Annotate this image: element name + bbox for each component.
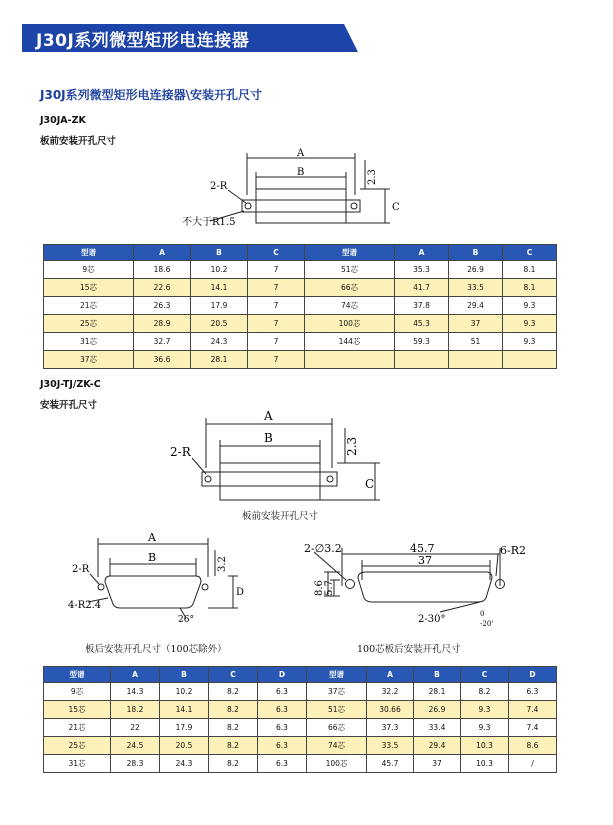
table-cell: 20.5 [191, 315, 248, 333]
table-cell [305, 351, 395, 369]
angle-label: 26° [178, 615, 194, 624]
table-row [44, 719, 557, 737]
table-cell: 28.1 [191, 351, 248, 369]
section1-name: 板前安装开孔尺寸 [40, 136, 117, 147]
header-cell: D [258, 667, 307, 683]
dim-a-label: A [297, 148, 305, 159]
table-cell: 22.6 [134, 279, 191, 297]
corner-radius-label: 6-R2 [500, 544, 526, 557]
table-cell: 35.3 [395, 261, 449, 279]
caption-front-mount: 板前安装开孔尺寸 [242, 511, 319, 522]
dim-2-3-label: 2.3 [345, 436, 359, 456]
header-cell: 型谱 [44, 667, 111, 683]
dim-8-6-label: 8.6 [314, 580, 325, 596]
section2-name: 安装开孔尺寸 [40, 400, 98, 411]
table-cell: 22 [111, 719, 160, 737]
table-cell: 6.3 [509, 683, 557, 701]
header-cell: C [209, 667, 258, 683]
table-cell: 8.2 [209, 719, 258, 737]
table-cell: 9芯 [44, 261, 134, 279]
header-cell: B [160, 667, 209, 683]
table-cell: 8.2 [209, 683, 258, 701]
table-cell: 14.1 [160, 701, 209, 719]
table-cell: 8.2 [209, 701, 258, 719]
table-row [44, 351, 557, 369]
table-cell: 6.3 [258, 683, 307, 701]
section2-code: J30J-TJ/ZK-C [40, 379, 101, 390]
table-cell: 59.3 [395, 333, 449, 351]
table-cell: 8.2 [209, 737, 258, 755]
table-cell: 10.2 [160, 683, 209, 701]
table-cell: 7 [248, 261, 305, 279]
table-cell: 37.8 [395, 297, 449, 315]
table-cell: 20.5 [160, 737, 209, 755]
table-cell [449, 351, 503, 369]
dim-b-label: B [297, 167, 305, 178]
table-cell: 33.5 [367, 737, 414, 755]
table-cell: 7 [248, 333, 305, 351]
header-cell: B [414, 667, 461, 683]
table-cell: 21芯 [44, 719, 111, 737]
header-cell: A [395, 245, 449, 261]
table-cell: 28.3 [111, 755, 160, 773]
table-cell: 18.6 [134, 261, 191, 279]
table-cell: 30.66 [367, 701, 414, 719]
angle-label: 2-30° [418, 614, 446, 625]
section1-code: J30JA-ZK [40, 115, 86, 126]
header-cell: D [509, 667, 557, 683]
table-cell: 32.7 [134, 333, 191, 351]
table-cell: 10.3 [461, 755, 509, 773]
diagram-front-mount-1 [180, 145, 410, 235]
header-cell: B [191, 245, 248, 261]
tolerance-upper: 0 [480, 610, 485, 618]
caption-rear-mount: 板后安装开孔尺寸（100芯除外） [85, 644, 227, 655]
table-row [44, 279, 557, 297]
table-cell: 9.3 [503, 297, 557, 315]
dim-c-label: C [392, 202, 400, 213]
table-cell: 144芯 [305, 333, 395, 351]
table-cell: 8.1 [503, 261, 557, 279]
dim-b-label: B [148, 551, 157, 564]
header-cell: 型谱 [44, 245, 134, 261]
table-cell: 37芯 [44, 351, 134, 369]
table-cell: 100芯 [305, 315, 395, 333]
table-cell: 8.2 [461, 683, 509, 701]
table-cell: 45.7 [367, 755, 414, 773]
radius-label: 2-R [72, 564, 90, 575]
header-cell: C [461, 667, 509, 683]
table-cell: 41.7 [395, 279, 449, 297]
table-cell: 6.3 [258, 755, 307, 773]
dim-c-label: C [365, 477, 375, 491]
table-rear-mount [43, 666, 557, 773]
table-cell: 9.3 [461, 719, 509, 737]
table-cell: 10.2 [191, 261, 248, 279]
diagram-100-pin-rear-mount [300, 540, 530, 635]
table-cell: 37 [414, 755, 461, 773]
header-cell: 型谱 [307, 667, 367, 683]
section-subtitle: J30J系列微型矩形电连接器\安装开孔尺寸 [40, 88, 263, 102]
table-cell: 28.1 [414, 683, 461, 701]
table-cell: 51芯 [307, 701, 367, 719]
tolerance-lower: -20' [480, 620, 494, 628]
table-cell: 24.3 [160, 755, 209, 773]
header-cell: 型谱 [305, 245, 395, 261]
radius-label: 2-R [170, 445, 191, 459]
radius-note: 不大于R1.5 [182, 217, 236, 228]
table-cell: 8.2 [209, 755, 258, 773]
table-cell: 7.4 [509, 719, 557, 737]
caption-100-pin-rear-mount: 100芯板后安装开孔尺寸 [357, 644, 461, 655]
header-cell: A [134, 245, 191, 261]
dim-a-label: A [148, 532, 156, 544]
table-cell [395, 351, 449, 369]
table-cell: 6.3 [258, 701, 307, 719]
table-cell: 26.9 [449, 261, 503, 279]
table-cell: 45.3 [395, 315, 449, 333]
table-cell: 66芯 [305, 279, 395, 297]
table-cell: 9芯 [44, 683, 111, 701]
hole-label: 2-∅3.2 [304, 542, 342, 555]
table-cell: 14.1 [191, 279, 248, 297]
table-row [44, 315, 557, 333]
table-cell: 10.3 [461, 737, 509, 755]
header-cell: A [111, 667, 160, 683]
table-row [44, 755, 557, 773]
table-cell: 9.3 [503, 333, 557, 351]
table-cell: 31芯 [44, 755, 111, 773]
table-cell: 21芯 [44, 297, 134, 315]
table-cell: 31芯 [44, 333, 134, 351]
table-cell: 7.4 [509, 701, 557, 719]
page-title: J30J系列微型矩形电连接器 [36, 31, 250, 51]
header-banner [22, 24, 358, 52]
table-cell: 7 [248, 315, 305, 333]
table-cell: 15芯 [44, 701, 111, 719]
table-cell: 7 [248, 351, 305, 369]
table-cell: 66芯 [307, 719, 367, 737]
dim-37-label: 37 [418, 554, 432, 567]
table-cell: 36.6 [134, 351, 191, 369]
table-cell: 37.3 [367, 719, 414, 737]
table-cell: 6.3 [258, 737, 307, 755]
table-cell: 9.3 [503, 315, 557, 333]
table-row [44, 261, 557, 279]
table-cell: 7 [248, 297, 305, 315]
table-cell: 25芯 [44, 315, 134, 333]
table-cell: 8.6 [509, 737, 557, 755]
corner-radius-label: 4-R2.4 [68, 600, 102, 611]
dim-5-7-label: 5.7 [324, 580, 335, 596]
table-cell: 14.3 [111, 683, 160, 701]
table-cell: 100芯 [307, 755, 367, 773]
table-cell: 8.1 [503, 279, 557, 297]
table-cell: 32.2 [367, 683, 414, 701]
table-cell [503, 351, 557, 369]
table-cell: 7 [248, 279, 305, 297]
header-cell: A [367, 667, 414, 683]
table-cell: 74芯 [307, 737, 367, 755]
table-row [44, 683, 557, 701]
header-cell: C [248, 245, 305, 261]
table-header-row [44, 667, 557, 683]
table-cell: 25芯 [44, 737, 111, 755]
table-cell: 26.3 [134, 297, 191, 315]
table-cell: 28.9 [134, 315, 191, 333]
table-cell: 33.5 [449, 279, 503, 297]
table-cell: 74芯 [305, 297, 395, 315]
table-cell: 51芯 [305, 261, 395, 279]
table-cell: 9.3 [461, 701, 509, 719]
table-row [44, 737, 557, 755]
dim-d-label: D [236, 587, 245, 598]
header-cell: B [449, 245, 503, 261]
table-cell: 18.2 [111, 701, 160, 719]
table-row [44, 701, 557, 719]
table-cell: 37芯 [307, 683, 367, 701]
table-cell: 17.9 [160, 719, 209, 737]
diagram-rear-mount [68, 532, 253, 624]
table-cell: 29.4 [414, 737, 461, 755]
table-cell: 26.9 [414, 701, 461, 719]
table-cell: 29.4 [449, 297, 503, 315]
dim-3-2-label: 3.2 [217, 556, 228, 572]
table-cell: 33.4 [414, 719, 461, 737]
table-cell: 6.3 [258, 719, 307, 737]
table-front-mount [43, 244, 557, 369]
table-row [44, 297, 557, 315]
table-cell: 24.3 [191, 333, 248, 351]
table-cell: 24.5 [111, 737, 160, 755]
table-cell: 17.9 [191, 297, 248, 315]
table-cell: 15芯 [44, 279, 134, 297]
header-cell: C [503, 245, 557, 261]
table-row [44, 333, 557, 351]
dim-45-7-label: 45.7 [410, 542, 435, 555]
diagram-front-mount-2 [170, 408, 395, 503]
table-cell: 51 [449, 333, 503, 351]
dim-a-label: A [264, 409, 273, 423]
table-cell: 37 [449, 315, 503, 333]
table-cell: / [509, 755, 557, 773]
dim-b-label: B [264, 431, 273, 445]
dim-2-3-label: 2.3 [367, 169, 378, 185]
radius-label: 2-R [210, 181, 228, 192]
table-header-row [44, 245, 557, 261]
